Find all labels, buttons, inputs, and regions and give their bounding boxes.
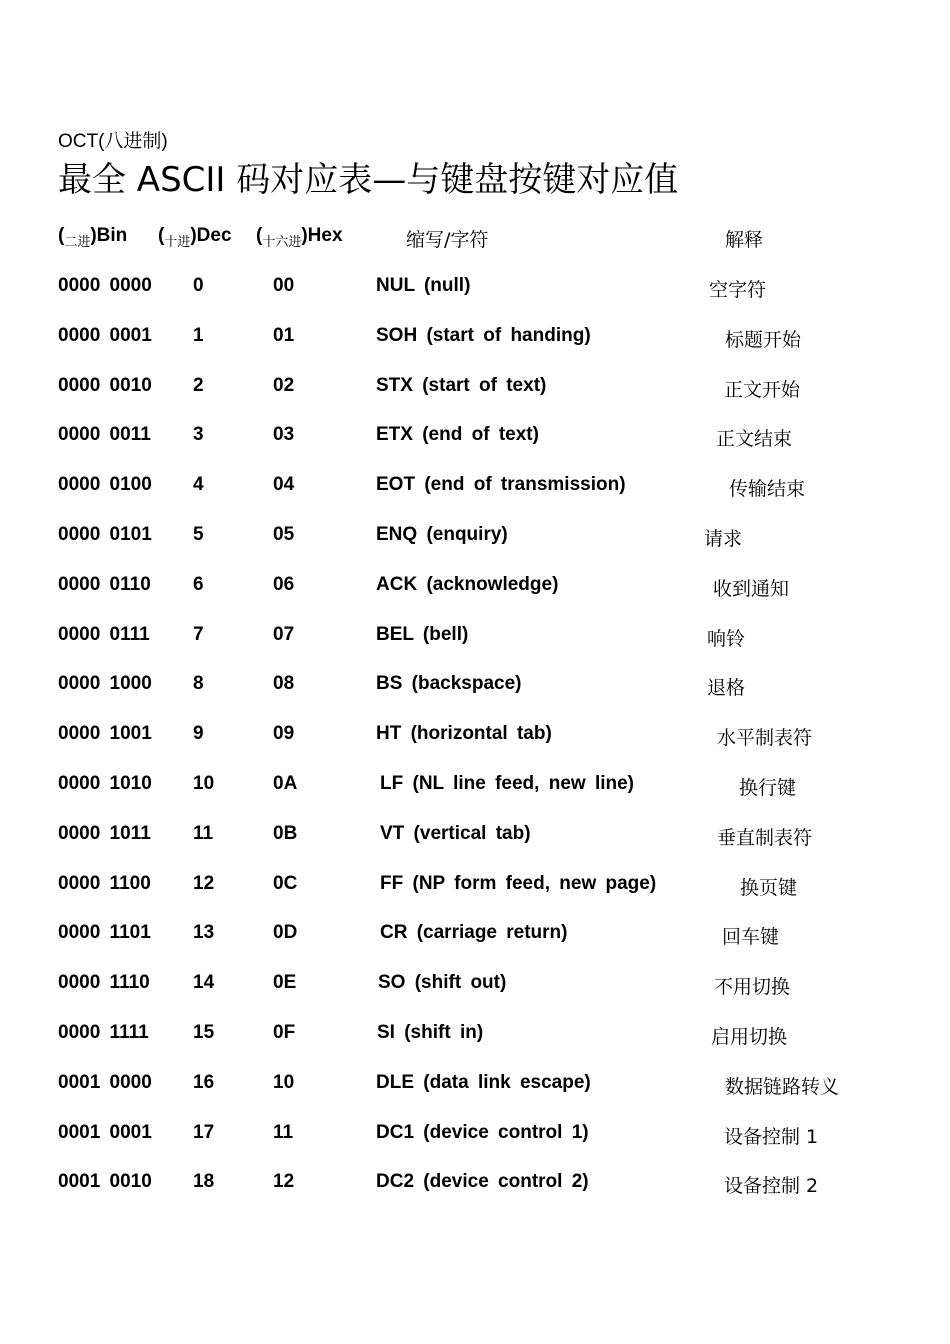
table-row [0,474,950,504]
table-row [0,1022,950,1052]
header-bin-sub: 二进 [64,235,91,250]
desc-cell: 响铃 [707,627,746,650]
desc-cell: 设备控制 2 [724,1175,819,1198]
dec-cell: 18 [193,1171,215,1193]
desc-cell: 垂直制表符 [717,826,813,849]
abbr-cell: DC1 (device control 1) [376,1121,589,1143]
hex-cell: 0F [273,1022,296,1043]
table-row [0,624,950,654]
hex-cell: 06 [273,573,295,595]
abbr-cell: BEL (bell) [376,623,469,645]
bin-cell: 0001 0000 [58,1071,152,1093]
header-bin-label: )Bin [90,225,128,246]
table-row [0,1171,950,1201]
bin-cell: 0000 0010 [58,374,152,396]
hex-cell: 0C [273,872,298,894]
bin-cell: 0000 0001 [58,324,152,346]
dec-cell: 16 [193,1071,215,1093]
abbr-cell: DLE (data link escape) [376,1071,591,1093]
abbr-cell: SO (shift out) [378,972,507,994]
hex-cell: 11 [273,1121,294,1143]
table-row [0,325,950,355]
bin-cell: 0000 1011 [58,822,151,844]
dec-cell: 12 [193,872,215,894]
desc-cell: 传输结束 [729,478,806,501]
hex-cell: 0B [273,822,298,844]
header-bin-open: ( [58,225,65,246]
hex-cell: 0E [273,972,297,994]
table-row [0,723,950,753]
header-desc: 解释 [725,229,764,251]
table-row [0,574,950,604]
hex-cell: 04 [273,474,295,496]
header-hex-label: )Hex [301,225,343,246]
dec-cell: 0 [193,275,204,296]
desc-cell: 启用切换 [711,1026,788,1048]
bin-cell: 0000 1110 [58,972,150,994]
abbr-cell: HT (horizontal tab) [376,723,552,745]
bin-cell: 0000 0110 [58,573,151,595]
desc-cell: 设备控制 1 [724,1125,819,1148]
hex-cell: 03 [273,424,295,446]
hex-cell: 05 [273,524,295,545]
desc-cell: 收到通知 [713,577,790,600]
dec-cell: 14 [193,972,215,994]
hex-cell: 09 [273,723,295,745]
dec-cell: 6 [193,573,204,595]
abbr-cell: ACK (acknowledge) [376,573,559,595]
dec-cell: 13 [193,922,215,944]
desc-cell: 换页键 [740,876,798,899]
bin-cell: 0000 1101 [58,922,151,944]
table-row [0,673,950,703]
abbr-cell: ETX (end of text) [376,424,539,446]
bin-cell: 0000 1000 [58,673,152,695]
bin-cell: 0000 0011 [58,424,151,446]
bin-cell: 0000 1010 [58,773,152,794]
abbr-cell: VT (vertical tab) [380,822,531,844]
desc-cell: 请求 [704,528,743,550]
page-title: 最全 ASCII 码对应表—与键盘按键对应值 [58,160,679,200]
bin-cell: 0000 1111 [58,1022,149,1043]
table-row [0,524,950,554]
table-row [0,1072,950,1102]
dec-cell: 15 [193,1022,215,1043]
abbr-cell: DC2 (device control 2) [376,1171,589,1193]
desc-cell: 退格 [707,677,746,700]
header-dec [158,225,232,250]
hex-cell: 01 [273,324,295,346]
table-row [0,1122,950,1152]
bin-cell: 0001 0001 [58,1121,152,1143]
hex-cell: 12 [273,1171,295,1193]
header-bin [58,225,128,250]
dec-cell: 7 [193,623,204,645]
dec-cell: 17 [193,1121,215,1143]
table-row [0,823,950,853]
desc-cell: 正文结束 [716,428,793,451]
bin-cell: 0000 0101 [58,524,152,545]
table-row [0,773,950,803]
dec-cell: 1 [193,324,204,346]
table-row [0,922,950,952]
hex-cell: 00 [273,275,295,296]
dec-cell: 10 [193,773,215,794]
abbr-cell: BS (backspace) [376,673,522,695]
table-row [0,275,950,305]
desc-cell: 数据链路转义 [725,1075,840,1098]
dec-cell: 2 [193,374,204,396]
table-row [0,424,950,454]
dec-cell: 11 [193,822,214,844]
header-dec-label: )Dec [190,225,232,246]
abbr-cell: FF (NP form feed, new page) [380,872,657,894]
header-hex [256,225,343,250]
desc-cell: 不用切换 [714,976,791,999]
bin-cell: 0000 1001 [58,723,152,745]
bin-cell: 0000 0100 [58,474,152,496]
desc-cell: 正文开始 [724,378,801,401]
hex-cell: 07 [273,623,295,645]
table-row [0,375,950,405]
header-dec-sub: 十进 [164,235,191,250]
abbr-cell: NUL (null) [376,275,471,296]
abbr-cell: SI (shift in) [377,1022,484,1043]
oct-label: OCT(八进制) [58,131,168,152]
dec-cell: 9 [193,723,204,745]
dec-cell: 5 [193,524,204,545]
hex-cell: 02 [273,374,295,396]
desc-cell: 空字符 [709,279,767,301]
hex-cell: 08 [273,673,295,695]
bin-cell: 0000 0111 [58,623,150,645]
header-abbr: 缩写/字符 [406,229,489,251]
dec-cell: 8 [193,673,204,695]
bin-cell: 0000 0000 [58,275,152,296]
desc-cell: 标题开始 [725,328,802,351]
desc-cell: 换行键 [739,777,797,799]
bin-cell: 0001 0010 [58,1171,152,1193]
bin-cell: 0000 1100 [58,872,151,894]
dec-cell: 4 [193,474,204,496]
hex-cell: 0A [273,773,298,794]
abbr-cell: EOT (end of transmission) [376,474,626,496]
abbr-cell: STX (start of text) [376,374,547,396]
abbr-cell: ENQ (enquiry) [376,524,508,545]
table-row [0,972,950,1002]
abbr-cell: CR (carriage return) [380,922,568,944]
dec-cell: 3 [193,424,204,446]
abbr-cell: LF (NL line feed, new line) [380,773,635,794]
desc-cell: 水平制表符 [717,727,813,750]
table-row [0,873,950,903]
header-hex-open: ( [256,225,263,246]
hex-cell: 10 [273,1071,295,1093]
header-hex-sub: 十六进 [262,235,302,250]
abbr-cell: SOH (start of handing) [376,324,591,346]
hex-cell: 0D [273,922,298,944]
desc-cell: 回车键 [722,926,780,949]
header-dec-open: ( [158,225,165,246]
